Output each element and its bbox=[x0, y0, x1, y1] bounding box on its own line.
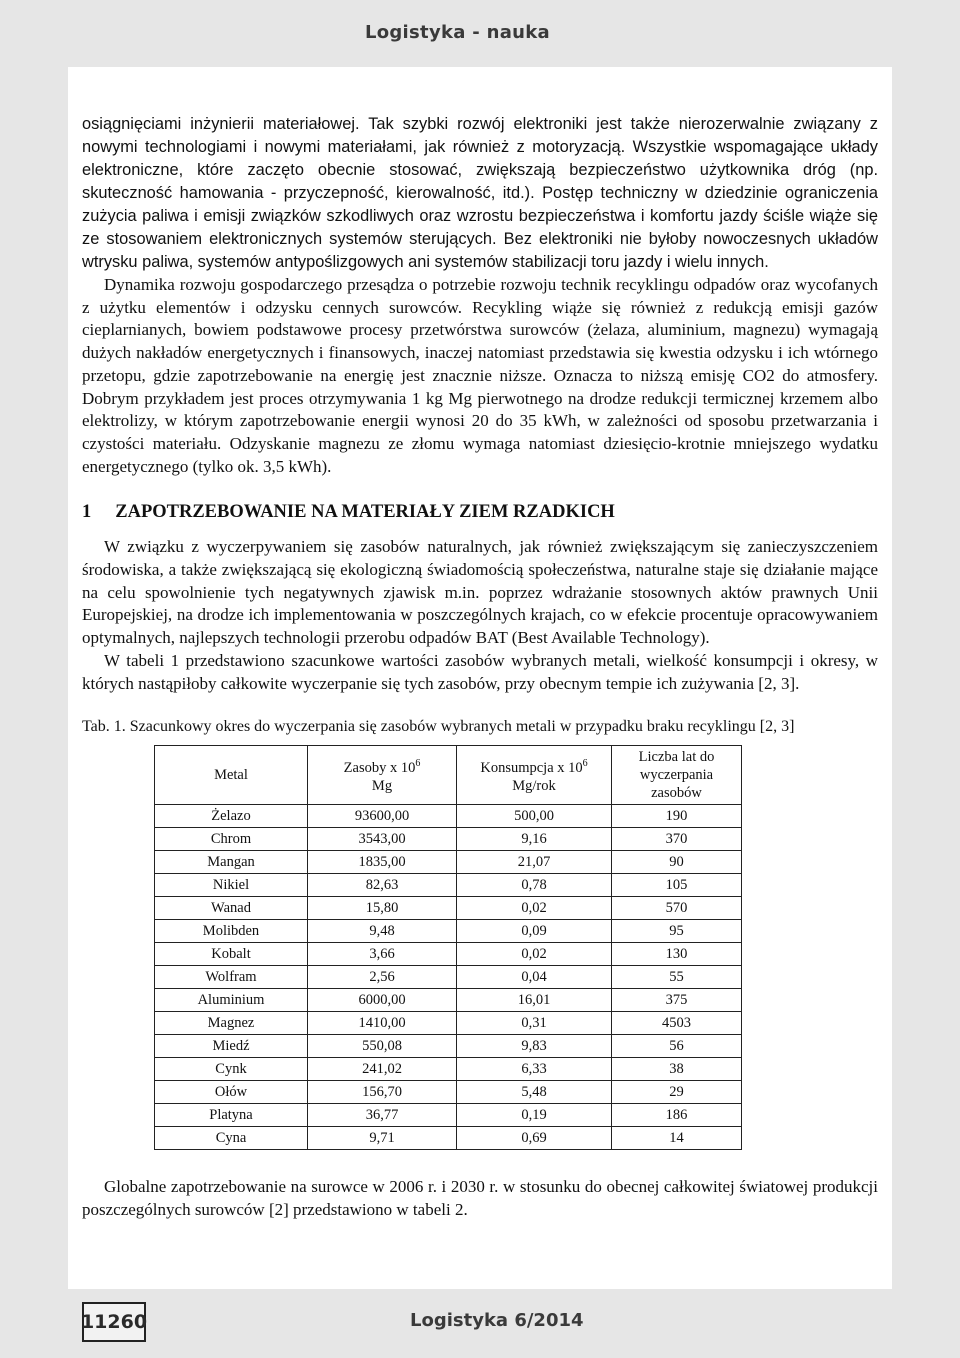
table-body bbox=[155, 805, 742, 1150]
cell-years: 186 bbox=[612, 1104, 742, 1127]
cell-resources: 241,02 bbox=[308, 1058, 457, 1081]
cell-metal: Kobalt bbox=[155, 943, 308, 966]
cell-years: 190 bbox=[612, 805, 742, 828]
metals-table bbox=[154, 745, 742, 1150]
header-consumption-label: Konsumpcja x 10 bbox=[480, 760, 583, 777]
page-sheet bbox=[68, 67, 892, 1289]
cell-metal: Chrom bbox=[155, 828, 308, 851]
cell-years: 130 bbox=[612, 943, 742, 966]
cell-metal: Nikiel bbox=[155, 874, 308, 897]
header-years bbox=[612, 746, 742, 805]
cell-years: 14 bbox=[612, 1127, 742, 1150]
page-number: 11260 bbox=[82, 1302, 146, 1342]
cell-years: 56 bbox=[612, 1035, 742, 1058]
cell-metal: Ołów bbox=[155, 1081, 308, 1104]
paragraph-table-intro: W tabeli 1 przedstawiono szacunkowe wartości zasobów wybranych metali, wielkość konsumpcji i okresy, w których nastąpiłoby całkowite wyczerpanie się tych zasobów, przy obecnym tempie ich zużywania [2, 3]. bbox=[82, 650, 878, 693]
cell-consumption: 21,07 bbox=[457, 851, 612, 874]
cell-consumption: 0,09 bbox=[457, 920, 612, 943]
cell-consumption: 0,04 bbox=[457, 966, 612, 989]
header-resources-unit: Mg bbox=[371, 778, 393, 795]
paragraph-resources: W związku z wyczerpywaniem się zasobów naturalnych, jak również zwiększającym się zanieczyszczeniem środowiska, a także zwiększającą się ekologiczną świadomością społeczeństwa, naturalne staje się działanie mające na celu spowolnienie tych negatywnych zjawisk m.in. poprzez wdrażanie stosownych aktów prawnych Unii Europejskiej, na drodze ich implementowania w poszczególnych krajach, co w efekcie procentuje opracowywaniem optymalnych, najlepszych technologii przerobu odpadów BAT (Best Available Technology). bbox=[82, 537, 878, 648]
cell-metal: Wanad bbox=[155, 897, 308, 920]
section-heading bbox=[82, 500, 878, 524]
cell-resources: 93600,00 bbox=[308, 805, 457, 828]
cell-resources: 2,56 bbox=[308, 966, 457, 989]
cell-consumption: 0,02 bbox=[457, 943, 612, 966]
cell-years: 90 bbox=[612, 851, 742, 874]
header-consumption-exponent: 6 bbox=[582, 758, 588, 770]
section-title: ZAPOTRZEBOWANIE NA MATERIAŁY ZIEM RZADKICH bbox=[115, 502, 615, 523]
cell-metal: Cynk bbox=[155, 1058, 308, 1081]
cell-consumption: 6,33 bbox=[457, 1058, 612, 1081]
table-header-row bbox=[155, 746, 742, 805]
cell-consumption: 0,31 bbox=[457, 1012, 612, 1035]
journal-issue: Logistyka 6/2014 bbox=[410, 1310, 584, 1331]
cell-resources: 550,08 bbox=[308, 1035, 457, 1058]
cell-metal: Aluminium bbox=[155, 989, 308, 1012]
cell-resources: 1835,00 bbox=[308, 851, 457, 874]
table-row bbox=[155, 851, 742, 874]
table-row bbox=[155, 989, 742, 1012]
cell-years: 29 bbox=[612, 1081, 742, 1104]
cell-years: 105 bbox=[612, 874, 742, 897]
cell-consumption: 9,83 bbox=[457, 1035, 612, 1058]
cell-resources: 3543,00 bbox=[308, 828, 457, 851]
cell-consumption: 16,01 bbox=[457, 989, 612, 1012]
cell-resources: 3,66 bbox=[308, 943, 457, 966]
header-resources bbox=[308, 746, 457, 805]
cell-years: 38 bbox=[612, 1058, 742, 1081]
paragraph-global-demand: Globalne zapotrzebowanie na surowce w 2006 r. i 2030 r. w stosunku do obecnej całkowitej światowej produkcji poszczególnych surowców [2] przedstawiono w tabeli 2. bbox=[82, 1177, 878, 1219]
table-row bbox=[155, 1104, 742, 1127]
table-row bbox=[155, 920, 742, 943]
header-consumption-unit: Mg/rok bbox=[512, 778, 556, 795]
cell-metal: Magnez bbox=[155, 1012, 308, 1035]
header-consumption bbox=[457, 746, 612, 805]
header-resources-label: Zasoby x 10 bbox=[343, 760, 416, 777]
header-resources-exponent: 6 bbox=[415, 758, 421, 770]
table-row bbox=[155, 1035, 742, 1058]
cell-resources: 9,48 bbox=[308, 920, 457, 943]
table-row bbox=[155, 966, 742, 989]
cell-consumption: 5,48 bbox=[457, 1081, 612, 1104]
table-caption: Tab. 1. Szacunkowy okres do wyczerpania się zasobów wybranych metali w przypadku braku recyklingu [2, 3] bbox=[82, 718, 795, 736]
cell-consumption: 0,02 bbox=[457, 897, 612, 920]
paragraph-recycling: Dynamika rozwoju gospodarczego przesądza o potrzebie rozwoju technik recyklingu odpadów oraz wycofanych z użytku elementów i odzysku cennych surowców. Recykling wiąże się również z redukcją emisji gazów cieplarnianych, bowiem podstawowe procesy przetwórstwa surowców (żelaza, aluminium, magnezu) wymagają dużych nakładów energetycznych i finansowych, inaczej natomiast przedstawia się kwestia odzysku i ich wtórnego przetopu, gdzie zapotrzebowanie na energię jest znacznie niższe. Oznacza to niższą emisję CO2 do atmosfery. Dobrym przykładem jest proces otrzymywania 1 kg Mg pierwotnego na drodze redukcji termicznej krzemem albo elektrolizy, w którym zapotrzebowanie energii wynosi 20 do 35 kWh, w zależności od sposobu przetwarzania i czystości materiału. Odzyskanie magnezu ze złomu wymaga natomiast dziesięcio-krotnie mniejszego wydatku energetycznego (tylko ok. 3,5 kWh). bbox=[82, 275, 878, 476]
cell-years: 370 bbox=[612, 828, 742, 851]
cell-resources: 6000,00 bbox=[308, 989, 457, 1012]
table-row bbox=[155, 1012, 742, 1035]
cell-metal: Platyna bbox=[155, 1104, 308, 1127]
cell-years: 95 bbox=[612, 920, 742, 943]
table-row bbox=[155, 805, 742, 828]
cell-metal: Żelazo bbox=[155, 805, 308, 828]
cell-years: 375 bbox=[612, 989, 742, 1012]
table-row bbox=[155, 1127, 742, 1150]
section-number: 1 bbox=[82, 502, 92, 523]
table-row bbox=[155, 874, 742, 897]
cell-years: 570 bbox=[612, 897, 742, 920]
table-row bbox=[155, 897, 742, 920]
cell-resources: 82,63 bbox=[308, 874, 457, 897]
header-metal: Metal bbox=[155, 746, 308, 805]
cell-consumption: 0,78 bbox=[457, 874, 612, 897]
cell-consumption: 9,16 bbox=[457, 828, 612, 851]
cell-consumption: 500,00 bbox=[457, 805, 612, 828]
table-row bbox=[155, 943, 742, 966]
cell-metal: Miedź bbox=[155, 1035, 308, 1058]
header-years-line2: wyczerpania zasobów bbox=[639, 767, 714, 802]
cell-metal: Mangan bbox=[155, 851, 308, 874]
cell-resources: 36,77 bbox=[308, 1104, 457, 1127]
table-row bbox=[155, 1058, 742, 1081]
cell-resources: 156,70 bbox=[308, 1081, 457, 1104]
cell-resources: 1410,00 bbox=[308, 1012, 457, 1035]
cell-years: 4503 bbox=[612, 1012, 742, 1035]
running-header: Logistyka - nauka bbox=[364, 22, 550, 43]
cell-resources: 15,80 bbox=[308, 897, 457, 920]
cell-years: 55 bbox=[612, 966, 742, 989]
cell-consumption: 0,69 bbox=[457, 1127, 612, 1150]
paragraph-electronics: osiągnięciami inżynierii materiałowej. Tak szybki rozwój elektroniki jest także nierozerwalnie związany z nowymi technologiami i nowymi materiałami, jak również z motoryzacją. Wszystkie wspomagające układy elektroniczne, które zaczęto obecnie stosować, zwiększają bezpieczeństwo użytkownika dróg (np. skuteczność hamowania - przyczepność, kierowalność, itd.). Postęp techniczny w dziedzinie ograniczenia zużycia paliwa i emisji związków szkodliwych oraz wzrostu bezpieczeństwa i komfortu jazdy ściśle wiąże się ze stosowaniem elektronicznych systemów sterujących. Bez elektroniki nie byłoby nowoczesnych układów wtrysku paliwa, systemów antypoślizgowych ani systemów stabilizacji toru jazdy i wielu innych. bbox=[82, 115, 878, 271]
cell-metal: Molibden bbox=[155, 920, 308, 943]
header-years-line1: Liczba lat do bbox=[638, 749, 715, 766]
cell-resources: 9,71 bbox=[308, 1127, 457, 1150]
table-row bbox=[155, 828, 742, 851]
cell-metal: Wolfram bbox=[155, 966, 308, 989]
table-row bbox=[155, 1081, 742, 1104]
article-body bbox=[82, 113, 878, 1222]
cell-metal: Cyna bbox=[155, 1127, 308, 1150]
cell-consumption: 0,19 bbox=[457, 1104, 612, 1127]
